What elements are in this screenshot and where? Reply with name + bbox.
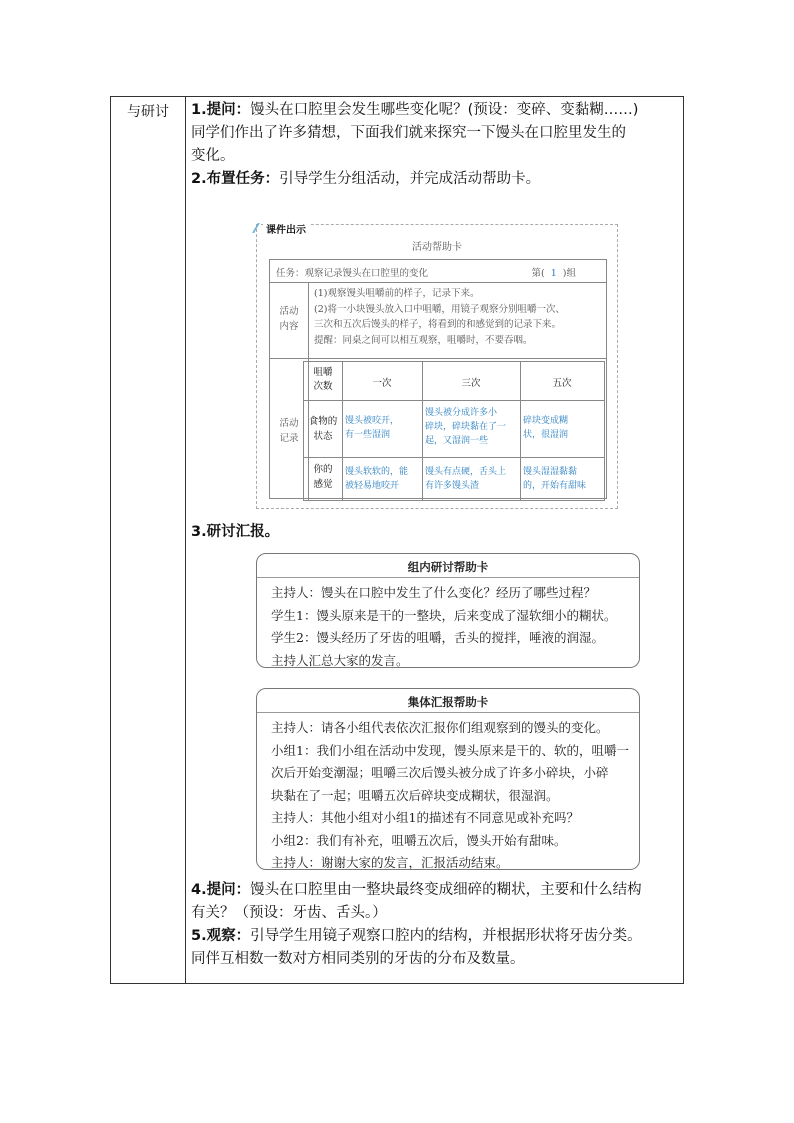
paragraph-2 (191, 168, 691, 191)
paragraph-1-line-3: 变化。 (191, 148, 235, 164)
cell-line: 馒头被分成许多小 (425, 408, 498, 418)
cell-feel-1 (345, 465, 421, 493)
activity-card-title: 活动帮助卡 (412, 242, 462, 253)
p1-label: 1.提问： (191, 102, 251, 118)
dialogue-line: 主持人：馒头在口腔中发生了什么变化？经历了哪些过程？ (271, 585, 597, 600)
dialogue-line: 主持人汇总大家的发言。 (271, 652, 409, 668)
cell-line: 有一些湿润 (345, 430, 391, 440)
p5-label: 5.观察： (191, 928, 251, 944)
p5-text: 引导学生用镜子观察口腔内的结构，并根据形状将牙齿分类。 (250, 928, 642, 944)
col-header-3: 三次 (461, 378, 481, 389)
activity-help-card (256, 224, 618, 509)
cell-line: 被轻易地咬开 (345, 481, 400, 491)
paragraph-4-line-2: 有关？（预设：牙齿、舌头。） (191, 905, 387, 921)
dialogue-line: 小组1：我们小组在活动中发现，馒头原来是干的、软的，咀嚼一 (271, 742, 629, 758)
p1-text: 馒头在口腔里会发生哪些变化呢？(预设：变碎、变黏糊……) (250, 102, 639, 118)
corner-1: 咀嚼 (313, 367, 333, 378)
cell-feel-3 (425, 465, 519, 493)
group-num: 1 (550, 268, 557, 279)
courseware-tag: 课件出示 (263, 221, 309, 236)
task-text: 任务：观察记录馒头在口腔里的变化 (276, 268, 429, 279)
paragraph-5-line-2: 同伴互相数一数对方相同类别的牙齿的分布及数量。 (191, 951, 525, 967)
content-line: (2)将一小块馒头放入口中咀嚼，用镜子观察分别咀嚼一次、 (314, 303, 565, 315)
cell-state-1 (345, 414, 421, 442)
collective-card-lines (257, 713, 639, 875)
row2-label-1: 你的 (313, 464, 333, 475)
cell-line: 起，又湿润一些 (425, 436, 489, 446)
col-header-5: 五次 (552, 378, 572, 389)
row1-label-1: 食物的 (308, 416, 338, 427)
cell-line: 馒头被咬开， (345, 416, 400, 426)
dialogue-line: 学生1：馒头原来是干的一整块，后来变成了湿软细小的糊状。 (271, 607, 617, 623)
p4-label: 4.提问： (191, 882, 251, 898)
collective-card-title: 集体汇报帮助卡 (257, 694, 639, 713)
cell-line: 馒头湿湿黏黏 (523, 467, 578, 477)
group-post: )组 (562, 268, 576, 279)
cell-feel-5 (523, 465, 603, 493)
record-label-2: 记录 (279, 433, 299, 444)
content-line: 提醒：同桌之间可以相互观察，咀嚼时，不要吞咽。 (314, 334, 533, 346)
corner-2: 次数 (313, 381, 333, 392)
row1-label-2: 状态 (313, 431, 333, 442)
p2-text: 引导学生分组活动，并完成活动帮助卡。 (279, 171, 541, 187)
p2-label: 2.布置任务： (191, 171, 280, 187)
paragraph-5-line-1 (191, 925, 691, 948)
group-card-lines (257, 578, 639, 672)
content-line: 三次和五次后馒头的样子，将看到的和感觉到的记录下来。 (314, 319, 562, 330)
row-label-state (304, 414, 342, 444)
cell-line: 碎块变成糊 (523, 416, 569, 426)
collective-report-card (256, 688, 640, 870)
content-label (270, 304, 308, 334)
cell-line: 碎块，碎块黏在了一 (425, 422, 507, 432)
corner-header (304, 366, 342, 394)
cell-state-5 (523, 414, 603, 442)
dialogue-line: 块黏在了一起；咀嚼五次后碎块变成糊状，很湿润。 (271, 787, 559, 803)
group-discussion-card (256, 553, 640, 668)
group-card-title: 组内研讨帮助卡 (257, 559, 639, 578)
record-label-1: 活动 (279, 418, 299, 429)
p3-label: 3.研讨汇报。 (191, 524, 280, 540)
dialogue-line: 主持人：其他小组对小组1的描述有不同意见或补充吗？ (271, 810, 579, 825)
row2-label-2: 感觉 (313, 479, 333, 490)
paragraph-1-line-1 (191, 99, 691, 122)
group-number (532, 265, 576, 279)
content-line: (1)观察馒头咀嚼前的样子，记录下来。 (314, 288, 480, 299)
content-divider (270, 358, 606, 359)
cell-line: 状，很湿润 (523, 430, 569, 440)
col-header-1: 一次 (372, 378, 392, 389)
column-divider (185, 97, 186, 983)
task-row (270, 260, 606, 283)
group-pre: 第( (531, 268, 545, 279)
paragraph-1-line-2: 同学们作出了许多猜想，下面我们就来探究一下馒头在口腔里发生的 (191, 125, 626, 141)
cell-line: 有许多馒头渣 (425, 481, 480, 491)
dialogue-line: 主持人：请各小组代表依次汇报你们组观察到的馒头的变化。 (271, 720, 609, 735)
subtable-row-divider (304, 457, 604, 458)
cell-line: 馒头有点硬，舌头上 (425, 467, 507, 477)
paragraph-3 (191, 521, 279, 544)
dialogue-line: 小组2：我们有补充，咀嚼五次后，馒头开始有甜味。 (271, 832, 567, 848)
record-table (303, 361, 605, 501)
dialogue-line: 学生2：馒头经历了牙齿的咀嚼，舌头的搅拌，唾液的润湿。 (271, 630, 604, 645)
content-label-1: 活动 (279, 306, 299, 317)
subtable-row-divider (304, 400, 604, 401)
activity-content (314, 286, 604, 348)
stage-label: 与研讨 (127, 104, 169, 120)
dialogue-line: 主持人：谢谢大家的发言，汇报活动结束。 (271, 855, 509, 870)
p4-text: 馒头在口腔里由一整块最终变成细碎的糊状，主要和什么结构 (250, 882, 642, 898)
dialogue-line: 次后开始变潮湿；咀嚼三次后馒头被分成了许多小碎块，小碎 (271, 765, 609, 780)
cell-line: 馒头软软的，能 (345, 467, 409, 477)
content-label-2: 内容 (279, 321, 299, 332)
paragraph-4-line-1 (191, 879, 691, 902)
cell-line: 的，开始有甜味 (523, 481, 587, 491)
cell-state-3 (425, 406, 519, 448)
row-label-feeling (304, 462, 342, 492)
